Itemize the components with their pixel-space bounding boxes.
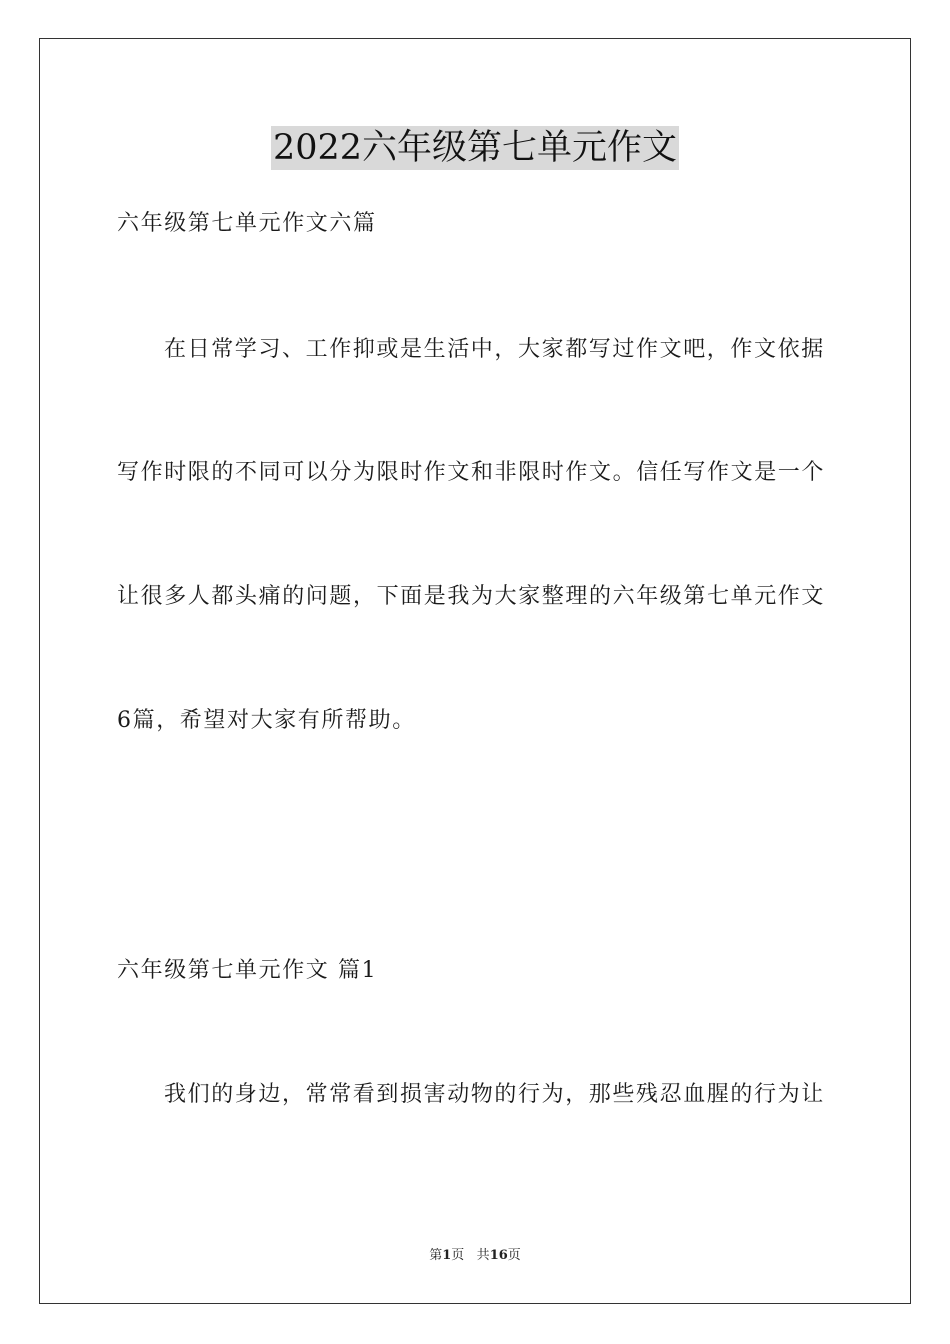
document-title: 2022六年级第七单元作文 <box>272 128 678 168</box>
section-heading: 六年级第七单元作文 篇1 <box>117 958 378 983</box>
title-container <box>0 126 950 170</box>
document-subtitle: 六年级第七单元作文六篇 <box>117 211 377 236</box>
page-suffix: 页 <box>451 1248 465 1263</box>
total-prefix: 共 <box>476 1248 490 1263</box>
intro-line: 6篇，希望对大家有所帮助。 <box>117 708 416 733</box>
intro-line: 让很多人都头痛的问题，下面是我为大家整理的六年级第七单元作文 <box>117 584 826 609</box>
intro-line: 写作时限的不同可以分为限时作文和非限时作文。信任写作文是一个 <box>117 460 826 485</box>
intro-line: 在日常学习、工作抑或是生活中，大家都写过作文吧，作文依据 <box>164 337 825 362</box>
page-prefix: 第 <box>429 1248 443 1263</box>
total-pages: 16 <box>489 1248 508 1263</box>
page-footer <box>0 1247 950 1265</box>
page-number: 1 <box>442 1248 452 1263</box>
section-line: 我们的身边，常常看到损害动物的行为，那些残忍血腥的行为让 <box>164 1082 825 1107</box>
total-suffix: 页 <box>507 1248 521 1263</box>
